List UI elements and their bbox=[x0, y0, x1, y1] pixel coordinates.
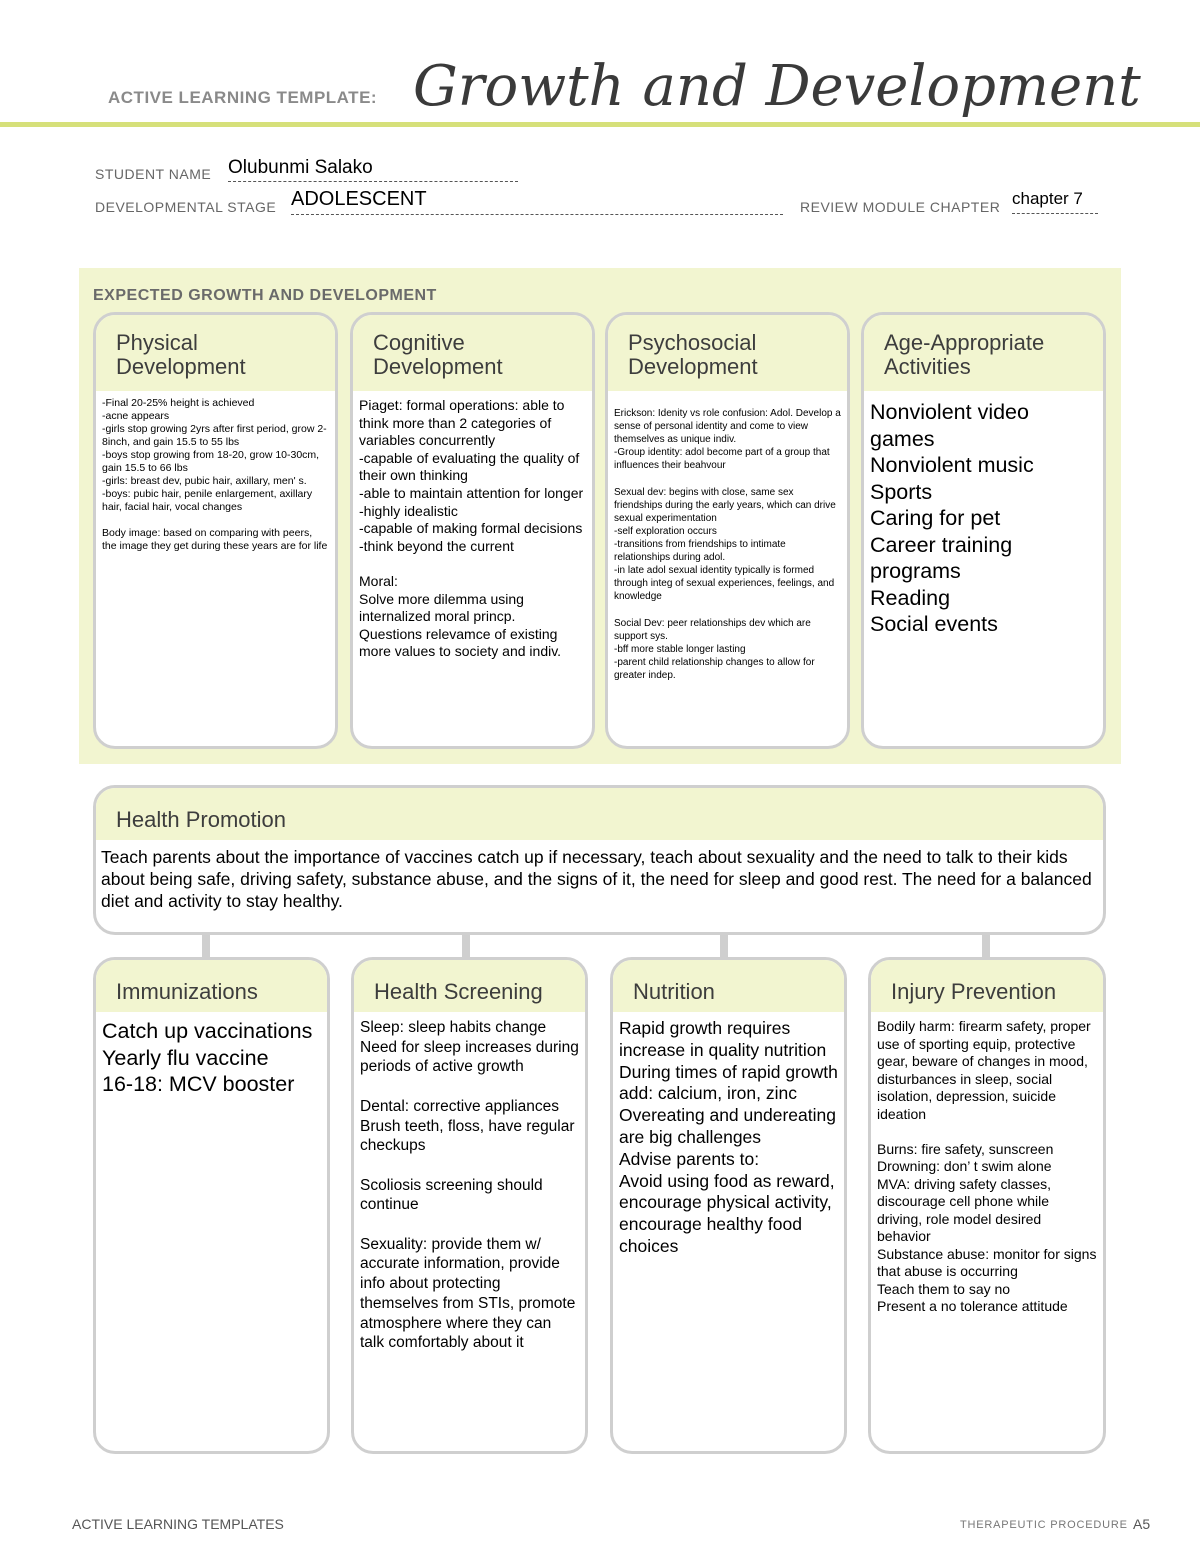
health-promotion-text[interactable]: Teach parents about the importance of vaccines catch up if necessary, teach about sexuality and the need to talk to their kids about being safe, driving safety, substance abuse, and the signs of it, the need for sleep and good rest. The need for a balanced diet and activity to stay healthy. bbox=[101, 847, 1092, 911]
health-screening-box bbox=[351, 957, 588, 1454]
review-module-field[interactable]: chapter 7 bbox=[1012, 189, 1098, 214]
physical-development-title: Physical Development bbox=[96, 315, 335, 391]
connector bbox=[982, 935, 990, 957]
immunizations-box bbox=[93, 957, 330, 1454]
cognitive-development-title: Cognitive Development bbox=[353, 315, 592, 391]
nutrition-title: Nutrition bbox=[613, 960, 844, 1012]
connector bbox=[462, 935, 470, 957]
template-prefix: ACTIVE LEARNING TEMPLATE: bbox=[108, 88, 378, 107]
header-rule bbox=[0, 122, 1200, 127]
footer-left: ACTIVE LEARNING TEMPLATES bbox=[72, 1516, 284, 1532]
health-screening-text[interactable]: Sleep: sleep habits change Need for sleep increases during periods of active growth Dental: corrective appliances Brush teeth, floss, have regular checkups Scoliosis screening should continue Sexuality: provide them w/ accurate information, provide info about protecting themselves from STIs, promote atmosphere where they can talk comfortably about it bbox=[360, 1019, 579, 1352]
expected-growth-title: EXPECTED GROWTH AND DEVELOPMENT bbox=[93, 287, 437, 304]
connector bbox=[720, 935, 728, 957]
footer-page-number: A5 bbox=[1133, 1516, 1151, 1532]
student-name-label: STUDENT NAME bbox=[95, 166, 212, 182]
activities-box bbox=[861, 312, 1106, 749]
psychosocial-development-text[interactable]: Erickson: Idenity vs role confusion: Adol. Develop a sense of personal identity and come to view themselves as unique indiv. -Group identity: adol become part of a group that influences their beahvour Sexual dev: begins with close, same sex friendships during the early years, which can drive sexual experimentation -self exploration occurs -transitions from friendships to intimate relationships during adol. -in late adol sexual identity typically is formed through integ of sexual experiences, feelings, and knowledge Social Dev: peer relationships dev which are support sys. -bff more stable longer lasting -parent child relationship changes to allow for greater indep. bbox=[614, 408, 841, 681]
cognitive-development-box bbox=[350, 312, 595, 749]
dev-stage-field[interactable]: ADOLESCENT bbox=[291, 188, 783, 215]
immunizations-text[interactable]: Catch up vaccinations Yearly flu vaccine 16-18: MCV booster bbox=[102, 1019, 313, 1096]
connector bbox=[202, 935, 210, 957]
page-title: Growth and Development bbox=[413, 54, 1141, 119]
nutrition-box bbox=[610, 957, 847, 1454]
psychosocial-development-box bbox=[605, 312, 850, 749]
psychosocial-development-title: Psychosocial Development bbox=[608, 315, 847, 391]
physical-development-text[interactable]: -Final 20-25% height is achieved -acne appears -girls stop growing 2yrs after first period, grow 2-8inch, and gain 15.5 to 55 lbs -boys stop growing from 18-20, grow 10-30cm, gain 15.5 to 66 lbs -girls: breast dev, pubic hair, axillary, men' s. -boys: pubic hair, penile enlargement, axillary hair, facial hair, vocal changes Body image: based on comparing with peers, the image they get during these years are for life bbox=[102, 397, 328, 552]
dev-stage-label: DEVELOPMENTAL STAGE bbox=[95, 199, 277, 215]
health-promotion-box bbox=[93, 785, 1106, 935]
nutrition-text[interactable]: Rapid growth requires increase in quality nutrition During times of rapid growth add: calcium, iron, zinc Overeating and undereating are big challenges Advise parents to: Avoid using food as reward, encourage physical activity, encourage healthy food choices bbox=[619, 1018, 838, 1256]
physical-development-box bbox=[93, 312, 338, 749]
activities-text[interactable]: Nonviolent video games Nonviolent music Sports Caring for pet Career training programs Reading Social events bbox=[870, 400, 1034, 636]
health-screening-title: Health Screening bbox=[354, 960, 585, 1012]
student-name-field[interactable]: Olubunmi Salako bbox=[228, 157, 518, 182]
cognitive-development-text[interactable]: Piaget: formal operations: able to think more than 2 categories of variables concurrently -capable of evaluating the quality of their own thinking -able to maintain attention for longer -highly idealistic -capable of making formal decisions -think beyond the current Moral: Solve more dilemma using internalized moral princp. Questions relevamce of existing more values to society and indiv. bbox=[359, 397, 584, 660]
activities-title: Age-Appropriate Activities bbox=[864, 315, 1103, 391]
injury-prevention-text[interactable]: Bodily harm: firearm safety, proper use of sporting equip, protective gear, beware of changes in mood, disturbances in sleep, social isolation, depression, suicide ideation Burns: fire safety, sunscreen Drowning: don’ t swim alone MVA: driving safety classes, discourage cell phone while driving, role model desired behavior Substance abuse: monitor for signs that abuse is occurring Teach them to say no Present a no tolerance attitude bbox=[877, 1018, 1097, 1314]
injury-prevention-box bbox=[868, 957, 1106, 1454]
health-promotion-title: Health Promotion bbox=[96, 788, 1103, 840]
injury-prevention-title: Injury Prevention bbox=[871, 960, 1103, 1012]
immunizations-title: Immunizations bbox=[96, 960, 327, 1012]
footer-right-label: THERAPEUTIC PROCEDURE bbox=[960, 1519, 1128, 1531]
review-module-label: REVIEW MODULE CHAPTER bbox=[800, 199, 1001, 215]
